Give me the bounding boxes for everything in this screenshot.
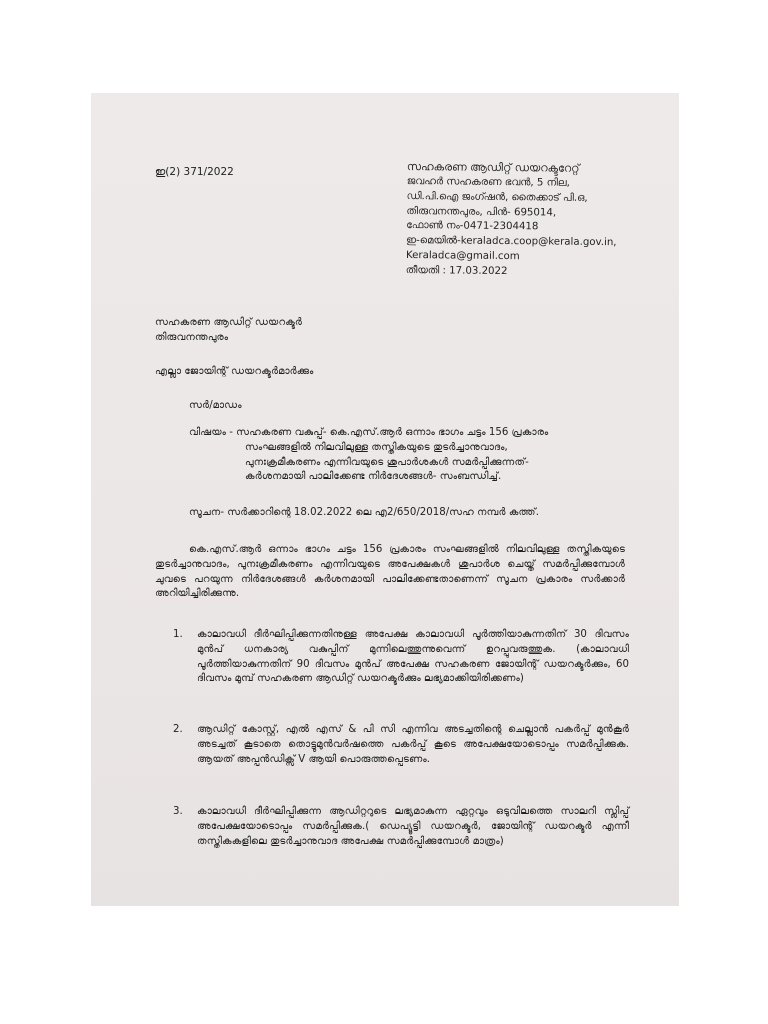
instruction-item: [173, 628, 629, 687]
letter-date: തീയതി : 17.03.2022: [405, 264, 508, 277]
subject-line: കർശനമായി പാലിക്കേണ്ട നിർദേശങ്ങൾ- സംബന്ധിച്ച്.: [245, 471, 502, 483]
body-paragraph: [155, 543, 625, 602]
address-line: ഫോൺ നം-0471-2304418: [406, 220, 539, 233]
item-number: 2.: [173, 724, 183, 735]
address-line: Keraladca@gmail.com: [405, 249, 520, 263]
subject-block: [189, 426, 629, 485]
recipient-line: സഹകരണ ആഡിറ്റ് ഡയറക്ടർ: [155, 317, 303, 328]
address-line: സഹകരണ ആഡിറ്റ് ഡയറക്ടറേറ്റ്: [406, 159, 580, 175]
instruction-item: [173, 805, 629, 849]
reference-line: സൂചന- സർക്കാറിന്റെ 18.02.2022 ലെ എ2/650/2018/സഹ നമ്പർ കത്ത്.: [189, 507, 540, 518]
item-number: 3.: [173, 806, 183, 817]
file-reference-number: ഇ(2) 371/2022: [155, 166, 234, 178]
recipient-line: തിരുവനന്തപുരം: [155, 331, 229, 343]
through-line: എല്ലാ ജോയിന്റ് ഡയറക്ടർമാർക്കും: [155, 366, 314, 377]
sender-address-block: [406, 159, 679, 281]
item-text: കാലാവധി ദീർഘിപ്പിക്കുന്നതിനുള്ള അപേക്ഷ കാലാവധി പൂർത്തിയാകുന്നതിന് 30 ദിവസം മുൻപ് ധനകാര്യ വകുപ്പിന് മുന്നിലെത്തുന്നുവെന്ന് ഉറപ്പുവരുത്തുക. (കാലാവധി പൂർത്തിയാകുന്നതിന് 90 ദിവസം മുൻപ് അപേക്ഷ സഹകരണ ജോയിന്റ് ഡയറക്ടർക്കും, 60 ദിവസം മുമ്പ് സഹകരണ ആഡിറ്റ് ഡയറക്ടർക്കും ലഭ്യമാക്കിയിരിക്കണം): [197, 629, 629, 685]
instruction-item: [173, 723, 629, 767]
item-number: 1.: [173, 629, 183, 640]
address-line: ജവഹർ സഹകരണ ഭവൻ, 5 നില,: [406, 175, 570, 189]
recipient-block: [155, 316, 302, 346]
address-line: ഡി.പി.ഐ ജംഗ്ഷൻ, തൈക്കാട് പി.ഒ,: [406, 190, 588, 204]
subject-line: സംഘങ്ങളിൽ നിലവിലുള്ള തസ്തികയുടെ തുടർച്ചാനുവാദം,: [245, 441, 508, 453]
subject-line: പുനഃക്രമീകരണം എന്നിവയുടെ ശുപാർശകൾ സമർപ്പിക്കുന്നത്-: [245, 456, 529, 468]
subject-line: വിഷയം - സഹകരണ വകുപ്പ്- കെ.എസ്.ആർ ഒന്നാം ഭാഗം ചട്ടം 156 പ്രകാരം: [189, 427, 549, 438]
item-text: കാലാവധി ദീർഘിപ്പിക്കുന്ന ആഡിറ്ററുടെ ലഭ്യമാകുന്ന ഏറ്റവും ഒടുവിലത്തെ സാലറി സ്ലിപ്പ് അപേക്ഷയോടൊപ്പം സമർപ്പിക്കുക.( ഡെപ്യൂട്ടി ഡയറക്ടർ, ജോയിന്റ് ഡയറക്ടർ എന്നീ തസ്തികകളിലെ തുടർച്ചാനുവാദ അപേക്ഷ സമർപ്പിക്കുമ്പോൾ മാത്രം): [197, 806, 629, 847]
address-line: തിരുവനന്തപുരം, പിൻ- 695014,: [406, 205, 557, 219]
salutation: സർ/മാഡം: [189, 400, 242, 411]
body-paragraph-text: കെ.എസ്.ആർ ഒന്നാം ഭാഗം ചട്ടം 156 പ്രകാരം സംഘങ്ങളിൽ നിലവിലുള്ള തസ്തികയുടെ തുടർച്ചാനുവാദം, പുനഃക്രമീകരണം എന്നിവയുടെ അപേക്ഷകൾ ശുപാർശ ചെയ്ത് സമർപ്പിക്കുമ്പോൾ ചുവടെ പറയുന്ന നിർദേശങ്ങൾ കർശനമായി പാലിക്കേണ്ടതാണെന്ന് സൂചന പ്രകാരം സർക്കാർ അറിയിച്ചിരിക്കുന്നു.: [155, 544, 625, 600]
address-line: ഇ-മെയിൽ-keraladca.coop@kerala.gov.in,: [406, 235, 617, 249]
scanned-letter: [91, 93, 679, 906]
item-text: ആഡിറ്റ് കോസ്റ്റ്, എൽ എസ് & പി സി എന്നിവ അടച്ചതിന്റെ ചെല്ലാൻ പകർപ്പ് മുൻകൂർ അടച്ചത് കൂടാതെ തൊട്ടുമുൻവർഷത്തെ പകർപ്പ് കൂടെ അപേക്ഷയോടൊപ്പം സമർപ്പിക്കുക. ആയത് അപ്പൻഡിക്സ് V ആയി പൊരുത്തപ്പെടണം.: [197, 724, 629, 765]
